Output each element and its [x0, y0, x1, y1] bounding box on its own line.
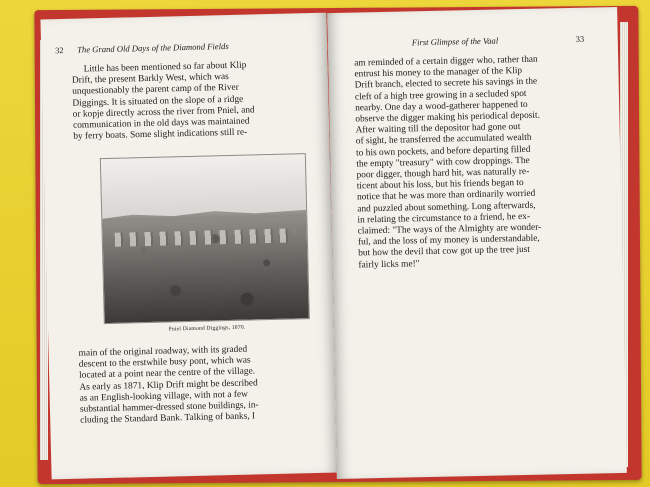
- text-line: located at a point near the centre of the village.: [79, 366, 256, 382]
- text-line: communication in the old days was maintained: [72, 116, 250, 131]
- text-line: substantial hammer-dressed stone buildings, in-: [79, 400, 259, 415]
- text-line: claimed: "The ways of the Almighty are wonder-: [357, 222, 542, 237]
- text-line: After waiting till the depositor had gone out: [355, 122, 521, 136]
- figure-caption: Pniel Diamond Diggings, 1870.: [168, 324, 246, 333]
- text-line: cleft of a high tree growing in a secluded spot: [354, 88, 527, 103]
- photo-sky: [101, 154, 306, 217]
- left-page: [40, 13, 337, 480]
- text-line: Diggings. It is situated on the slope of a ridge: [72, 94, 244, 109]
- page-number-right: 33: [575, 34, 585, 44]
- text-line: in relating the circumstance to a friend, he ex-: [357, 211, 531, 226]
- running-head-right: First Glimpse of the Vaal: [411, 35, 499, 48]
- bottom-paragraph: [78, 343, 312, 427]
- text-line: cluding the Standard Bank. Talking of banks, I: [80, 411, 256, 426]
- text-line: main of the original roadway, with its graded: [78, 344, 248, 359]
- text-line: descent to the erstwhile busy pont, which was: [78, 355, 251, 370]
- text-line: fairly licks me!": [358, 258, 420, 271]
- text-line: Little has been mentioned so far about Klip: [83, 60, 247, 75]
- text-line: observe the digger making his periodical deposit.: [355, 110, 541, 125]
- text-line: entrust his money to the manager of the Klip: [354, 66, 523, 80]
- right-page: [327, 7, 627, 479]
- text-line: notice that he was more than ordinarily worried: [356, 189, 536, 203]
- page-number-left: 32: [55, 46, 64, 56]
- running-head-left: The Grand Old Days of the Diamond Fields: [77, 40, 229, 55]
- diggings-photograph: [100, 153, 310, 324]
- text-line: to his own pockets, and before departing filled: [355, 144, 531, 159]
- top-paragraph: [72, 59, 306, 143]
- text-line: unquestionably the parent camp of the River: [72, 83, 239, 98]
- right-paragraph: [354, 54, 596, 272]
- text-line: Drift branch, elected to secrete his savings in the: [354, 77, 538, 91]
- text-line: nearby. One day a wood-gatherer happened to: [355, 99, 528, 114]
- text-line: or kopje directly across the river from Pniel, and: [72, 105, 255, 120]
- text-line: ful, and the loss of my money is understandable,: [357, 233, 540, 248]
- text-line: Drift, the present Barkly West, which was: [71, 72, 229, 87]
- text-line: and puzzled about something. Long afterwards,: [357, 200, 536, 215]
- text-line: by ferry boats. Some slight indications still re-: [73, 127, 248, 143]
- text-line: as an English-looking village, with not a few: [79, 389, 248, 404]
- text-line: of sight, he transferred the accumulated wealth: [355, 133, 532, 147]
- text-line: poor digger, though hard hit, was naturally re-: [356, 166, 530, 181]
- text-line: As early as 1871, Klip Drift might be described: [79, 377, 258, 393]
- text-line: ticent about his loss, but his friends began to: [356, 178, 524, 192]
- text-line: the empty "treasury" with cow droppings. The: [356, 155, 530, 170]
- text-line: am reminded of a certain digger who, rather than: [354, 54, 538, 69]
- text-line: but how the devil that cow got up the tree just: [358, 245, 531, 259]
